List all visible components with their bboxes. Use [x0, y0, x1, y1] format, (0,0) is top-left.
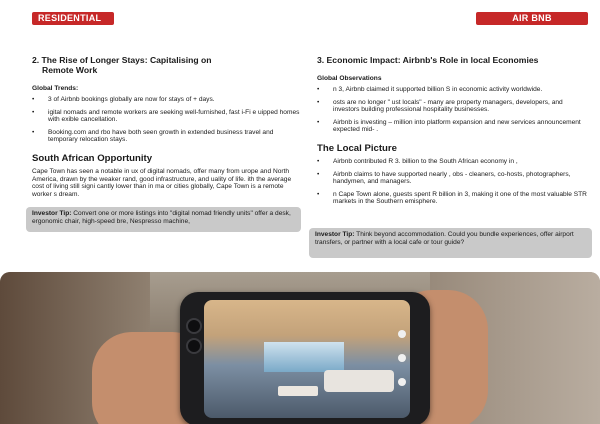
right-column — [317, 55, 587, 211]
global-observations-list — [317, 86, 587, 134]
camera-lens-icon — [186, 318, 202, 334]
list-item: • igital nomads and remote workers are seeking well-furnished, fast i-Fi e uipped homes with exible cancellation. — [32, 109, 300, 124]
shutter-icon — [398, 354, 406, 362]
smartphone — [180, 292, 430, 424]
list-item: • Booking.com and rbo have both seen growth in extended business travel and temporary relocation stays. — [32, 129, 300, 144]
phone-photo — [0, 272, 600, 424]
global-trends-list — [32, 96, 300, 144]
investor-tip-label: Investor Tip: — [32, 210, 72, 217]
global-observations-label: Global Observations — [317, 75, 382, 82]
sofa — [324, 370, 394, 392]
coffee-table — [278, 386, 318, 396]
camera-lens-icon — [186, 338, 202, 354]
list-item: • Airbnb is investing – million into platform expansion and new services announcement expected mid- . — [317, 119, 587, 134]
local-picture-heading: The Local Picture — [317, 142, 397, 154]
global-trends-label: Global Trends: — [32, 85, 79, 92]
investor-tip-left — [26, 207, 301, 232]
residential-tag: RESIDENTIAL — [32, 12, 114, 25]
investor-tip-text: Think beyond accommodation. Could you bundle experiences, offer airport transfers, or partner with a local cafe or tour guide? — [315, 231, 574, 246]
sa-opportunity-paragraph: Cape Town has seen a notable in ux of digital nomads, offer many from urope and North America, drawn by the weaker rand, good infrastructure, and uality of life. ith the average cost of living still signi cantly lower than in ma or cities globally, Cape Town is a remote worker s dream. — [32, 167, 292, 198]
section-2-heading-line1: 2. The Rise of Longer Stays: Capitalising on — [32, 55, 212, 65]
sa-opportunity-heading: South African Opportunity — [32, 152, 153, 164]
local-picture-list — [317, 158, 587, 206]
phone-screen-interior — [204, 300, 410, 418]
section-3-heading: 3. Economic Impact: Airbnb's Role in local Economies — [317, 55, 539, 65]
gallery-icon — [398, 378, 406, 386]
list-item: • n Cape Town alone, guests spent R billion in 3, making it one of the most valuable STR markets in the Southern emisphere. — [317, 191, 587, 206]
list-item: • osts are no longer " ust locals" - many are property managers, developers, and investors building professional hospitality businesses. — [317, 99, 587, 114]
investor-tip-text: Convert one or more listings into "digital nomad friendly units" offer a desk, ergonomic chair, high-speed bre, Nespresso machine, — [32, 210, 291, 225]
investor-tip-label: Investor Tip: — [315, 231, 355, 238]
list-item: • Airbnb contributed R 3. billion to the South African economy in , — [317, 158, 587, 166]
list-item: • n 3, Airbnb claimed it supported billion S in economic activity worldwide. — [317, 86, 587, 94]
camera-settings-icon — [398, 330, 406, 338]
list-item: • 3 of Airbnb bookings globally are now for stays of + days. — [32, 96, 300, 104]
list-item: • Airbnb claims to have supported nearly , obs - cleaners, co-hosts, photographers, handymen, and managers. — [317, 171, 587, 186]
window-view — [264, 342, 344, 372]
investor-tip-right — [309, 228, 592, 258]
section-2-heading-line2: Remote Work — [42, 65, 98, 75]
airbnb-tag: AIR BNB — [476, 12, 588, 25]
section-2-heading — [32, 55, 300, 75]
left-column — [32, 55, 300, 201]
